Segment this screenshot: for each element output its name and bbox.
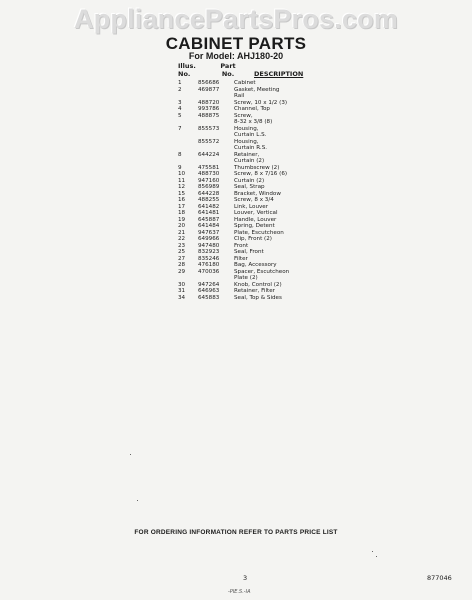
part-number: 947637 — [198, 229, 220, 236]
part-row — [178, 139, 378, 152]
part-description — [234, 152, 378, 165]
part-number: 470036 — [198, 268, 220, 275]
watermark: AppliancePartsPros.com — [73, 4, 398, 34]
illus-number: 34 — [178, 294, 186, 301]
illus-number: 30 — [178, 281, 186, 288]
description-line: Screw, 8 x 3/4 — [234, 197, 274, 203]
description-line: Curtain (2) — [234, 177, 265, 184]
illus-number: 3 — [178, 99, 182, 106]
part-number: 476180 — [198, 262, 220, 268]
description-line: Plate, Escutcheon — [234, 229, 284, 236]
header-part-no — [215, 62, 241, 78]
description-line: Retainer, — [234, 151, 260, 158]
illus-number: 29 — [178, 268, 186, 275]
part-number: 488720 — [198, 99, 220, 106]
document-number: 877046 — [427, 574, 452, 582]
page-title: CABINET PARTS — [165, 34, 307, 53]
part-row — [178, 295, 378, 302]
page-number: 3 — [243, 574, 248, 582]
part-number: 832923 — [198, 249, 220, 255]
description-line: Handle, Louver — [234, 216, 277, 223]
illus-number: 10 — [178, 171, 186, 177]
description-line: Seal, Top & Sides — [234, 294, 282, 301]
description-line: 8-32 x 3/8 (8) — [234, 119, 273, 125]
description-line: Retainer, Filter — [234, 288, 275, 294]
part-number: 855573 — [198, 125, 220, 132]
part-number: 947160 — [198, 177, 220, 184]
part-number: 488875 — [198, 112, 220, 119]
scan-speck — [130, 454, 131, 455]
description-line: Link, Louver — [234, 203, 269, 210]
description-line: Front — [234, 242, 249, 249]
illus-number: 31 — [178, 288, 186, 294]
scan-speck — [376, 556, 377, 557]
part-number: 856686 — [198, 80, 220, 86]
illus-number: 7 — [178, 125, 182, 132]
description-line: Curtain (2) — [234, 158, 265, 164]
description-line: Seal, Front — [234, 249, 264, 255]
illus-number: 9 — [178, 164, 182, 171]
part-description — [234, 126, 378, 139]
part-row — [178, 113, 378, 126]
scan-speck — [137, 500, 138, 501]
description-line: Channel, Top — [234, 106, 270, 112]
description-line: Spacer, Escutcheon — [234, 268, 290, 275]
description-line: Louver, Vertical — [234, 210, 278, 216]
part-number: 488730 — [198, 171, 220, 177]
description-line: Bracket, Window — [234, 190, 281, 197]
illus-number: 5 — [178, 112, 182, 119]
part-number: 641482 — [198, 203, 220, 210]
part-row — [178, 269, 378, 282]
illus-number: 11 — [178, 177, 186, 184]
part-number: 649966 — [198, 236, 220, 242]
description-line: Thumbscrew (2) — [234, 164, 280, 171]
description-line: Rail — [234, 93, 245, 99]
description-line: Curtain L.S. — [234, 132, 267, 138]
part-number: 469877 — [198, 86, 220, 93]
scan-speck — [372, 551, 373, 552]
part-number: 645887 — [198, 216, 220, 223]
illus-number: 20 — [178, 223, 186, 229]
illus-number: 21 — [178, 229, 186, 236]
part-description — [234, 87, 378, 100]
part-row — [178, 87, 378, 100]
description-line: Knob, Control (2) — [234, 281, 282, 288]
illus-number: 25 — [178, 249, 186, 255]
part-number: 475581 — [198, 164, 220, 171]
illus-number: 12 — [178, 184, 186, 190]
part-number: 641484 — [198, 223, 220, 229]
header-description: DESCRIPTION — [254, 70, 304, 78]
part-description — [234, 113, 378, 126]
part-number: 856989 — [198, 184, 220, 190]
header-illus-line2: No. — [178, 70, 191, 78]
description-line: Filter — [234, 255, 248, 262]
part-number: 644224 — [198, 151, 220, 158]
description-line: Screw, — [234, 112, 253, 119]
part-number: 947480 — [198, 242, 220, 249]
part-number: 488255 — [198, 197, 220, 203]
description-line: Curtain R.S. — [234, 145, 268, 151]
illus-number: 2 — [178, 86, 182, 93]
description-line: Seal, Strap — [234, 184, 265, 190]
part-number: 645883 — [198, 294, 220, 301]
parts-list — [178, 80, 378, 301]
illus-number: 16 — [178, 197, 186, 203]
illus-number: 4 — [178, 106, 182, 112]
header-part-line1: Part — [220, 62, 236, 70]
description-line: Screw, 8 x 7/16 (6) — [234, 171, 288, 177]
print-stamp: -PIE.S.-IA — [228, 589, 251, 595]
description-line: Spring, Detent — [234, 223, 275, 229]
illus-number: 1 — [178, 80, 182, 86]
header-part-line2: No. — [221, 70, 235, 78]
illus-number: 18 — [178, 210, 186, 216]
description-line: Screw, 10 x 1/2 (3) — [234, 99, 288, 106]
description-line: Housing, — [234, 125, 259, 132]
illus-number: 27 — [178, 255, 186, 262]
illus-number: 15 — [178, 190, 186, 197]
part-description — [234, 269, 378, 282]
illus-number: 8 — [178, 151, 182, 158]
part-number: 855572 — [198, 138, 220, 145]
part-number: 644228 — [198, 190, 220, 197]
illus-number: 17 — [178, 203, 186, 210]
illus-number: 28 — [178, 262, 186, 268]
part-row — [178, 152, 378, 165]
part-number: 641481 — [198, 210, 220, 216]
illus-number: 22 — [178, 236, 186, 242]
header-illus-no — [178, 62, 208, 78]
description-line: Cabinet — [234, 80, 256, 86]
description-line: Housing, — [234, 138, 259, 145]
part-row — [178, 126, 378, 139]
part-description — [234, 139, 378, 152]
illus-number: 23 — [178, 242, 186, 249]
model-line: For Model: AHJ180-20 — [188, 51, 284, 61]
description-line: Gasket, Meeting — [234, 86, 280, 93]
illus-number: 19 — [178, 216, 186, 223]
part-number: 993786 — [198, 106, 220, 112]
header-illus-line1: Illus. — [178, 62, 196, 70]
part-number: 646963 — [198, 288, 220, 294]
description-line: Clip, Front (2) — [234, 236, 272, 242]
part-number: 947264 — [198, 281, 220, 288]
description-line: Plate (2) — [234, 275, 258, 281]
ordering-footer: FOR ORDERING INFORMATION REFER TO PARTS PRICE LIST — [134, 529, 338, 536]
part-description — [234, 295, 378, 302]
part-number: 835246 — [198, 255, 220, 262]
description-line: Bag, Accessory — [234, 262, 277, 268]
